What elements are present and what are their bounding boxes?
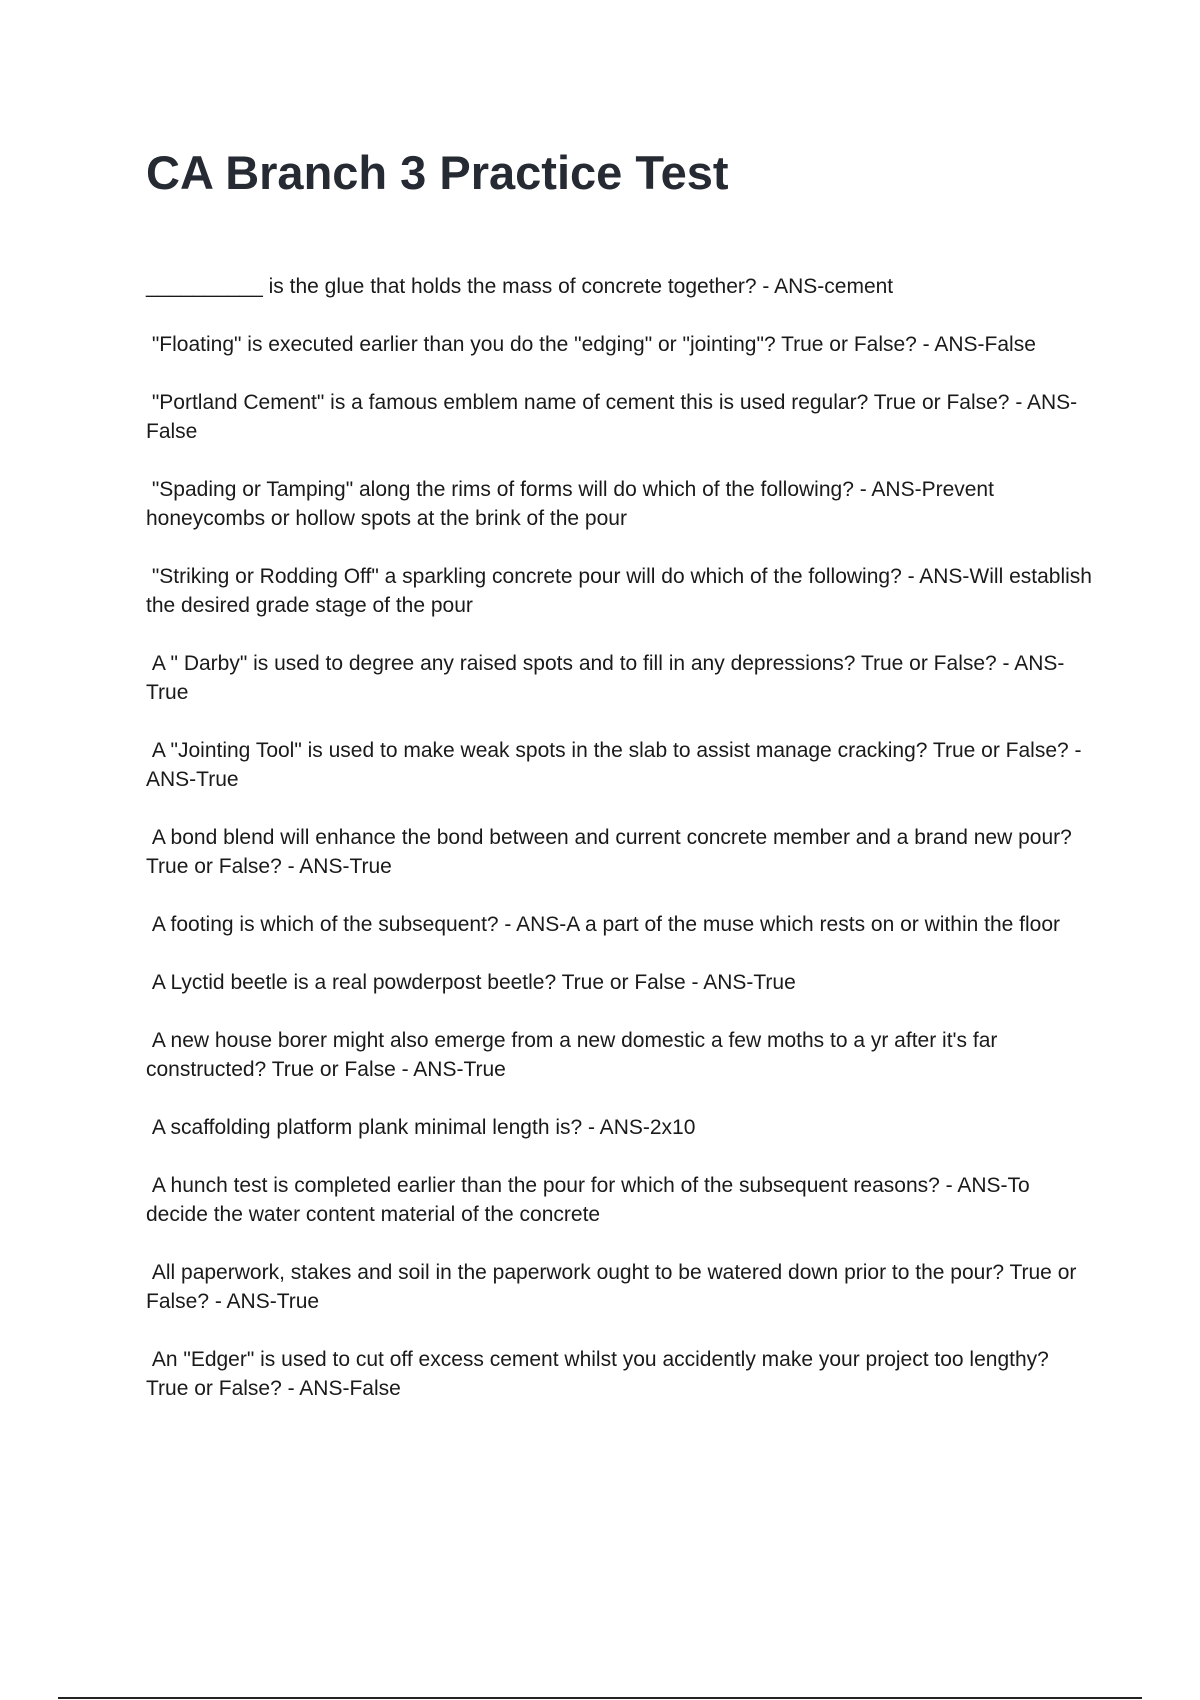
question-item: "Striking or Rodding Off" a sparkling concrete pour will do which of the following? - ANS-Will establish the desired grade stage of the pour xyxy=(146,565,1098,617)
question-item: "Spading or Tamping" along the rims of forms will do which of the following? - ANS-Prevent honeycombs or hollow spots at the brink of the pour xyxy=(146,478,1000,530)
question-item: "Floating" is executed earlier than you do the "edging" or "jointing"? True or False? - ANS-False xyxy=(146,333,1036,356)
question-item: A " Darby" is used to degree any raised spots and to fill in any depressions? True or False? - ANS-True xyxy=(146,652,1065,704)
question-list xyxy=(146,272,1096,1432)
question-item: A hunch test is completed earlier than the pour for which of the subsequent reasons? - ANS-To decide the water content material of the concrete xyxy=(146,1174,1036,1226)
question-item: An "Edger" is used to cut off excess cement whilst you accidently make your project too lengthy? True or False? - ANS-False xyxy=(146,1348,1055,1400)
question-item: A Lyctid beetle is a real powderpost beetle? True or False - ANS-True xyxy=(146,971,796,994)
footer-divider xyxy=(58,1697,1142,1699)
question-item: All paperwork, stakes and soil in the paperwork ought to be watered down prior to the pour? True or False? - ANS-True xyxy=(146,1261,1083,1313)
question-item: A footing is which of the subsequent? - ANS-A a part of the muse which rests on or within the floor xyxy=(146,913,1061,936)
question-item: A new house borer might also emerge from a new domestic a few moths to a yr after it's far constructed? True or False - ANS-True xyxy=(146,1029,1004,1081)
question-item: A scaffolding platform plank minimal length is? - ANS-2x10 xyxy=(146,1116,696,1139)
page-title: CA Branch 3 Practice Test xyxy=(146,146,729,199)
question-item: A "Jointing Tool" is used to make weak spots in the slab to assist manage cracking? True or False? - ANS-True xyxy=(146,739,1087,791)
question-item: "Portland Cement" is a famous emblem name of cement this is used regular? True or False? - ANS-False xyxy=(146,391,1078,443)
question-item: A bond blend will enhance the bond between and current concrete member and a brand new pour? True or False? - ANS-True xyxy=(146,826,1078,878)
question-item: __________ is the glue that holds the mass of concrete together? - ANS-cement xyxy=(146,275,894,298)
